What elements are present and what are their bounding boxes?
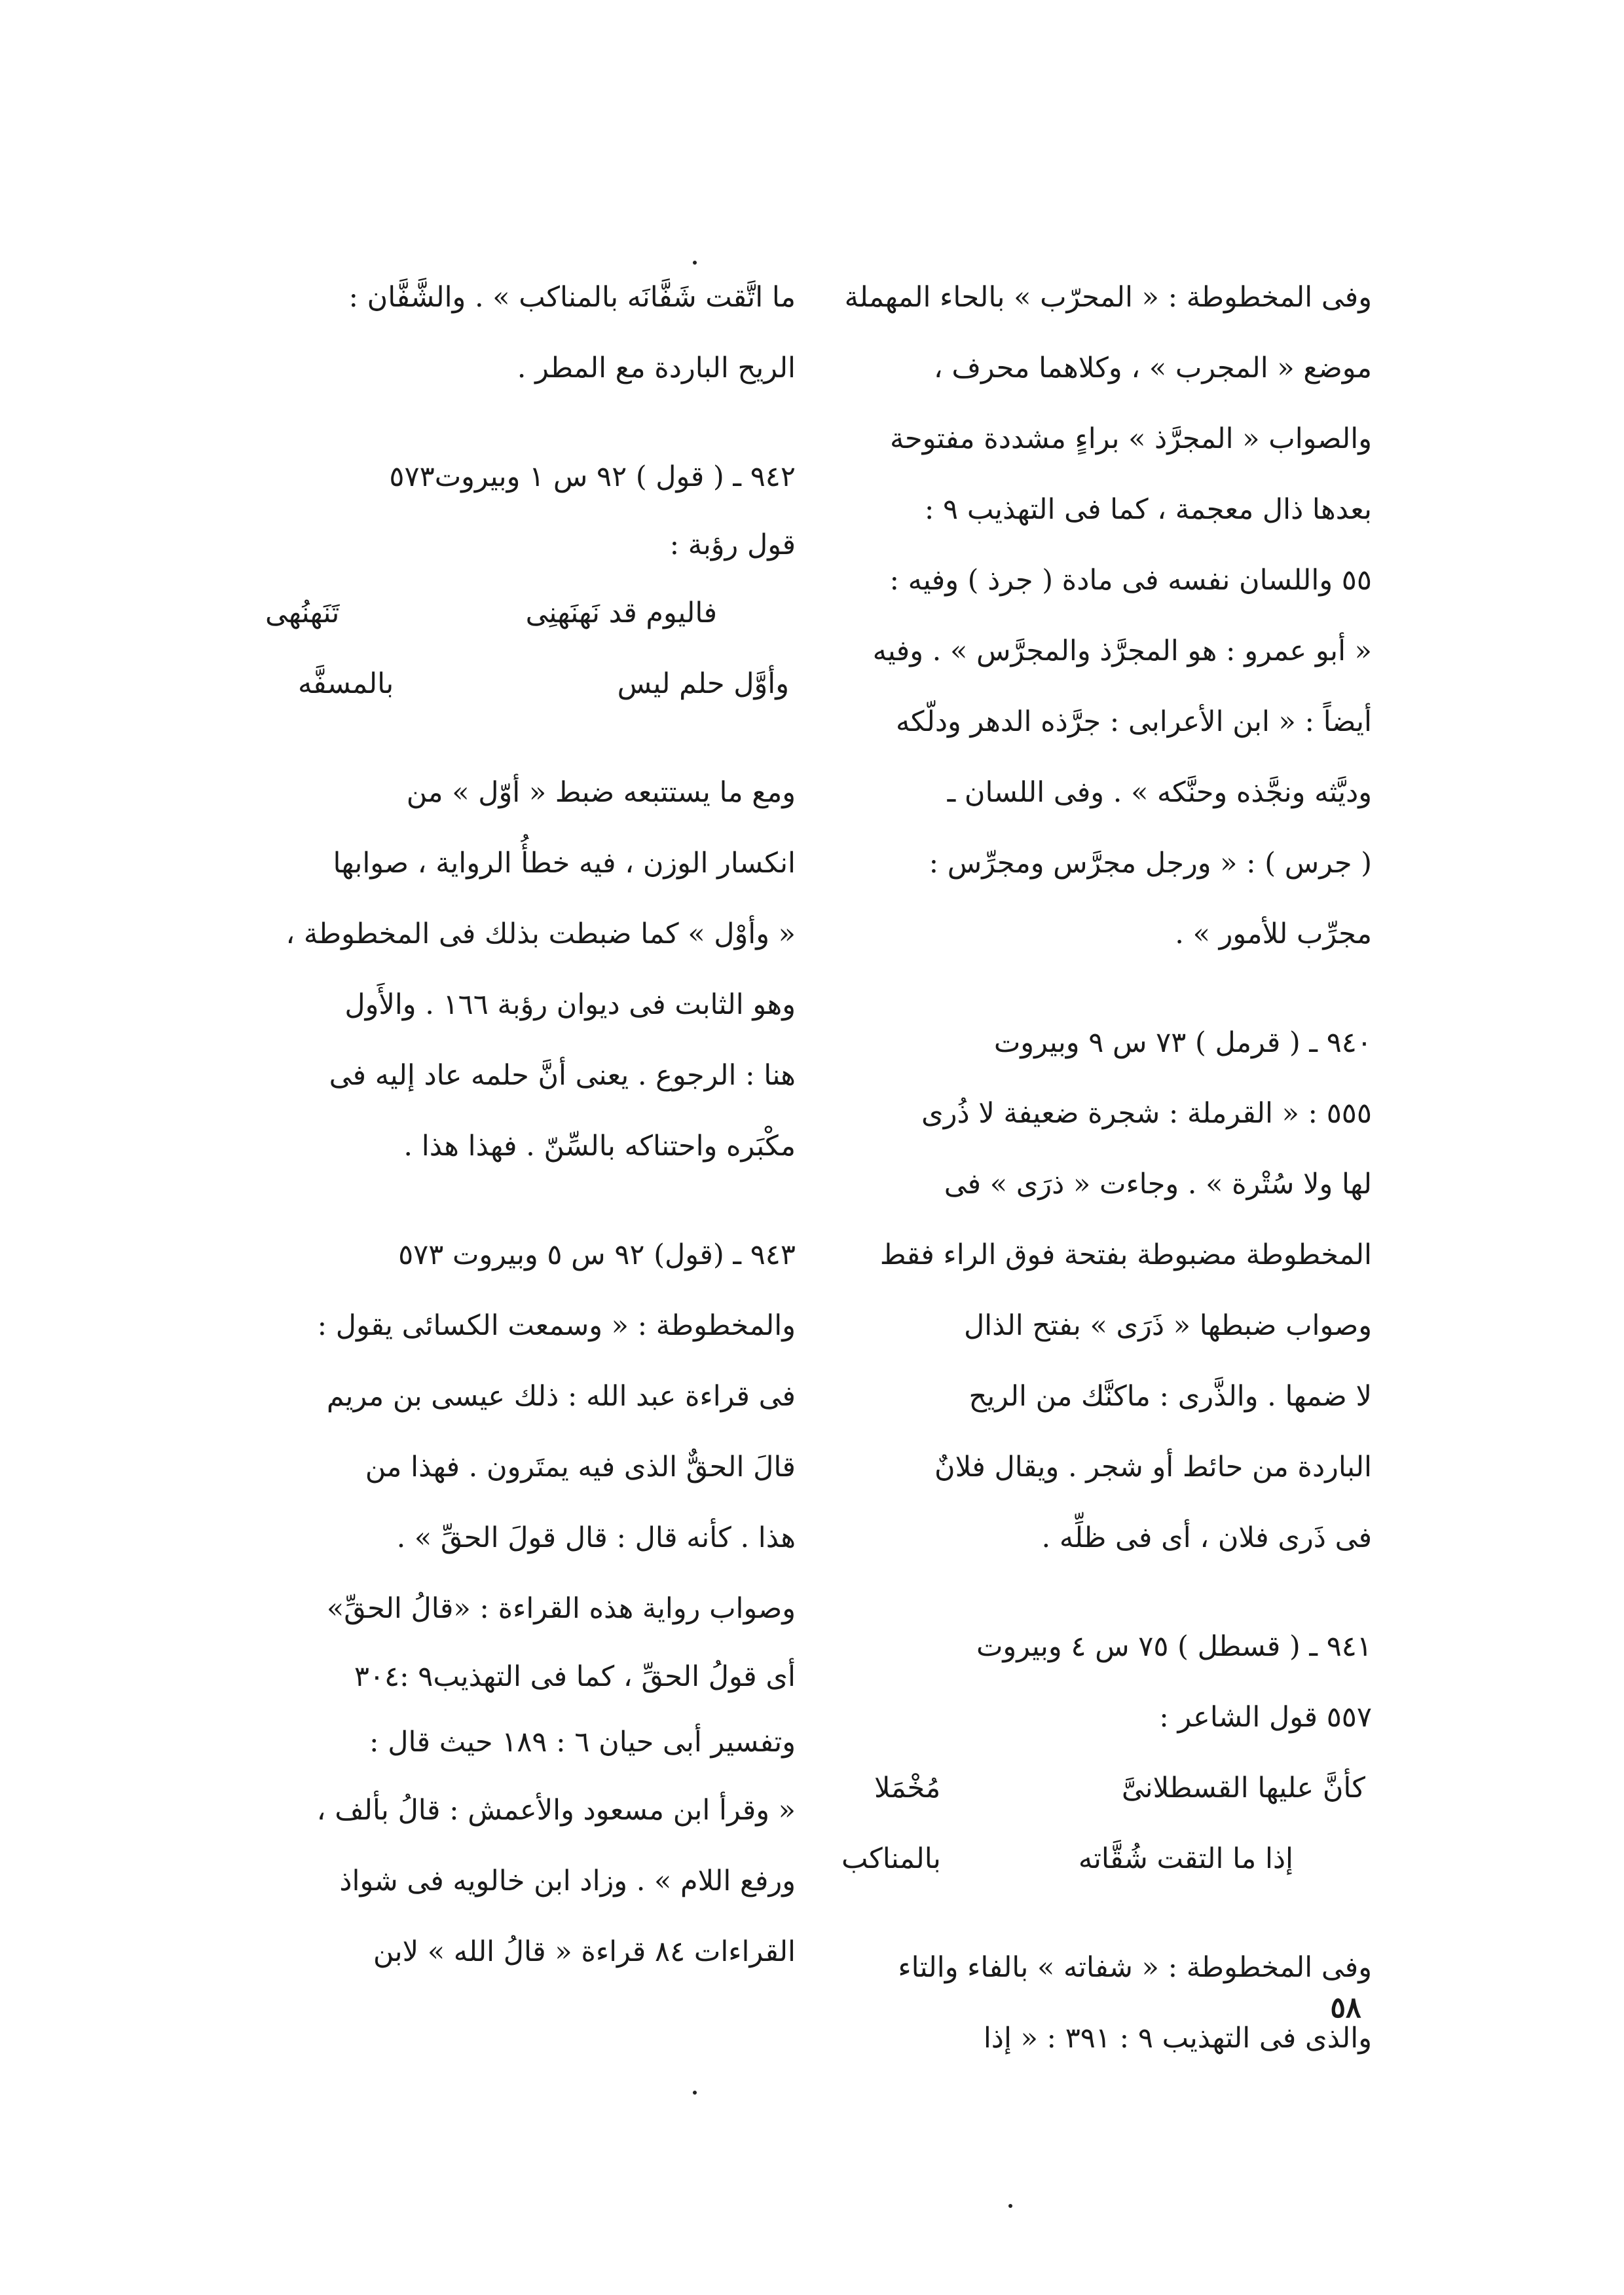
verse-line	[835, 1823, 1372, 1894]
verse-hemistich: بالمناكب	[841, 1842, 941, 1875]
text-line: هذا . كأنه قال : قال قولَ الحقِّ » .	[396, 1521, 796, 1554]
text-line: والصواب « المجرَّذ » براءٍ مشددة مفتوحة	[889, 422, 1372, 455]
verse-hemistich: مُخْمَلا	[874, 1772, 941, 1804]
text-line: قالَ الحقٌّ الذى فيه يمتَرون . فهذا من	[365, 1451, 796, 1483]
text-line: ٥٥ واللسان نفسه فى مادة ( جرذ ) وفيه :	[889, 564, 1372, 597]
paragraph-gap	[259, 403, 796, 441]
text-line: فى ذَرى فلان ، أى فى ظلِّه .	[1041, 1521, 1372, 1554]
entry-heading: ٩٤٣ ـ (قول) ٩٢ س ٥ وبيروت ٥٧٣	[398, 1239, 796, 1271]
paragraph-gap	[835, 969, 1372, 1007]
left-column	[259, 262, 796, 1987]
verse-line	[259, 578, 796, 648]
page-number: ٥٨	[1330, 1991, 1361, 2024]
text-line: هنا : الرجوع . يعنى أنَّ حلمه عاد إليه فى	[329, 1059, 796, 1092]
text-line: موضع « المجرب » ، وكلاهما محرف ،	[933, 352, 1372, 384]
text-line: ما اتَّقت شَفَّانَه بالمناكب » . والشَّفَّان :	[348, 281, 796, 314]
text-line: والمخطوطة : « وسمعت الكسائى يقول :	[317, 1309, 796, 1342]
text-line: وديَّثه ونجَّذه وحنَّكه » . وفى اللسان ـ	[947, 776, 1372, 809]
text-line: ٥٥٥ : « القرملة : شجرة ضعيفة لا ذُرى	[921, 1097, 1372, 1130]
text-line: وصواب ضبطها « ذَرَى » بفتح الذال	[963, 1309, 1372, 1342]
paragraph-gap	[835, 1894, 1372, 1932]
text-line: فى قراءة عبد الله : ذلك عيسى بن مريم	[326, 1380, 796, 1413]
right-column	[835, 262, 1372, 2074]
text-line: أيضاً : « ابن الأعرابى : جرَّذه الدهر ودلّكه	[895, 705, 1372, 738]
text-line: وهو الثابت فى ديوان رؤبة ١٦٦ . والأَول	[344, 988, 796, 1021]
text-line: القراءات ٨٤ قراءة « قالُ الله » لابن	[373, 1935, 796, 1968]
text-line: « وأوْل » كما ضبطت بذلك فى المخطوطة ،	[286, 918, 796, 950]
text-line: لا ضمها . والذَّرى : ماكنَّك من الريح	[969, 1380, 1372, 1413]
text-line: الباردة من حائط أو شجر . ويقال فلانٌ	[934, 1451, 1372, 1483]
entry-heading: ٩٤١ ـ ( قسطل ) ٧٥ س ٤ وبيروت	[976, 1630, 1372, 1663]
text-line: قول رؤبة :	[669, 529, 796, 561]
verse-hemistich: بالمسفَّه	[298, 667, 394, 700]
text-line: وفى المخطوطة : « شفاته » بالفاء والتاء	[898, 1951, 1372, 1984]
text-line: ٥٥٧ قول الشاعر :	[1159, 1701, 1372, 1734]
verse-hemistich: إذا ما التقت شُقَّاته	[1078, 1842, 1293, 1875]
text-line: « أبو عمرو : هو المجرَّذ والمجرَّس » . وفيه	[872, 635, 1372, 667]
text-line: مجرِّب للأمور » .	[1175, 918, 1372, 950]
text-line: وفى المخطوطة : « المحرّب » بالحاء المهملة	[844, 281, 1372, 314]
text-line: ( جرس ) : « ورجل مجرَّس ومجرِّس :	[929, 847, 1372, 880]
text-line: « وقرأ ابن مسعود والأعمش : قالُ بألف ،	[316, 1794, 796, 1827]
verse-line	[259, 648, 796, 719]
paragraph-gap	[259, 1182, 796, 1220]
scan-speck	[693, 261, 697, 265]
text-line: ورفع اللام » . وزاد ابن خالويه فى شواذ	[339, 1865, 796, 1897]
verse-hemistich: كأنَّ عليها القسطلانىَّ	[1121, 1772, 1365, 1804]
text-line: والذى فى التهذيب ٩ : ٣٩١ : « إذا	[983, 2022, 1372, 2055]
text-line: مكْبَره واحتناكه بالسِّنّ . فهذا هذا .	[403, 1130, 796, 1163]
text-line: انكسار الوزن ، فيه خطأُ الرواية ، صوابها	[333, 847, 796, 880]
entry-heading: ٩٤٠ ـ ( قرمل ) ٧٣ س ٩ وبيروت	[993, 1026, 1372, 1059]
text-line: أى قولُ الحقِّ ، كما فى التهذيب٩ :٣٠٤	[354, 1660, 796, 1693]
entry-heading: ٩٤٢ ـ ( قول ) ٩٢ س ١ وبيروت٥٧٣	[389, 460, 796, 493]
text-line: وصواب رواية هذه القراءة : «قالُ الحقِّ»	[326, 1592, 796, 1625]
paragraph-gap	[259, 719, 796, 757]
verse-hemistich: تَنَهنُهى	[265, 597, 340, 629]
scan-speck	[1008, 2204, 1012, 2208]
verse-hemistich: وأوَّل حلم ليس	[617, 667, 789, 700]
paragraph-gap	[835, 1573, 1372, 1611]
text-line: بعدها ذال معجمة ، كما فى التهذيب ٩ :	[924, 493, 1372, 526]
verse-hemistich: فاليوم قد نَهنَهنِى	[525, 597, 717, 629]
verse-line	[835, 1753, 1372, 1823]
text-line: الريح الباردة مع المطر .	[517, 352, 796, 384]
text-line: المخطوطة مضبوطة بفتحة فوق الراء فقط	[879, 1239, 1372, 1271]
scan-speck	[693, 2091, 697, 2095]
text-line: وتفسير أبى حيان ٦ : ١٨٩ حيث قال :	[369, 1726, 796, 1759]
text-line: ومع ما يستتبعه ضبط « أوّل » من	[406, 776, 796, 809]
text-line: لها ولا سُتْرة » . وجاءت « ذرَى » فى	[944, 1168, 1372, 1201]
